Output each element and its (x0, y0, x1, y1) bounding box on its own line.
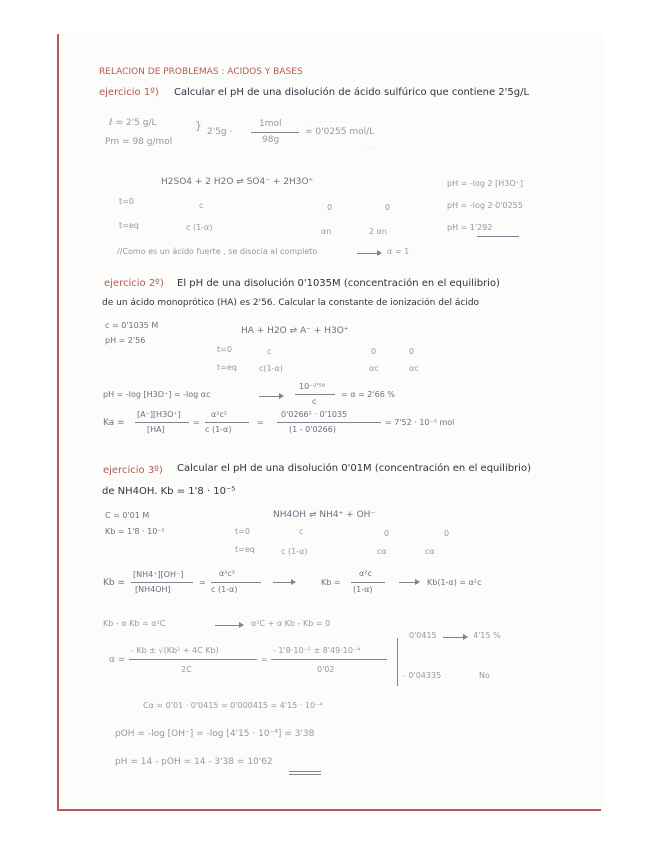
arrow-icon (273, 582, 295, 583)
ex3-kb-mid-label: Kb = (321, 578, 341, 587)
fraction-bar (131, 582, 193, 583)
ex3-teq-p2: cα (425, 547, 435, 556)
ex3-kb-label: Kb = (103, 578, 126, 588)
ex1-note: //Como es un ácido fuerte , se disocia al completo (117, 247, 318, 256)
arrow-icon (443, 637, 467, 638)
ex3-alpha-denominator-2: 0'02 (317, 665, 335, 674)
fraction-bar (211, 582, 261, 583)
exercise-3-statement-line-1: Calcular el pH de una disolución 0'01M (concentración en el equilibrio) (177, 463, 531, 474)
ex1-teq-p1: αn (321, 227, 332, 236)
arrow-icon (259, 396, 283, 397)
ex3-t0-c: c (299, 527, 304, 536)
show-through-text: · · · · · · · (309, 118, 343, 127)
fraction-bar (277, 422, 381, 423)
arrow-icon (357, 253, 381, 254)
fraction-bar (205, 422, 249, 423)
ex1-teq-p2: 2 αn (369, 227, 387, 236)
fraction-bar (135, 422, 189, 423)
ex1-conversion-denominator: 98g (262, 135, 280, 145)
ex1-conversion-a: 2'5g · (207, 127, 233, 137)
brace: } (195, 119, 202, 132)
ex3-kb: Kb = 1'8 · 10⁻⁵ (105, 527, 165, 536)
exercise-1-statement: Calcular el pH de una disolución de ácido sulfúrico que contiene 2'5g/L (174, 87, 530, 98)
fraction-bar (295, 394, 335, 395)
ex2-t0-zero-1: 0 (371, 347, 377, 356)
ex3-kb-numerator-1: [NH4⁺][OH⁻] (133, 570, 184, 579)
ex2-alpha-denominator: c (312, 397, 317, 406)
result-underline (477, 236, 519, 237)
ex3-t0-label: t=0 (235, 527, 250, 536)
arrow-icon (399, 582, 419, 583)
ex2-ka-label: Ka = (103, 418, 125, 428)
fraction-bar (251, 132, 299, 133)
ex3-kb-numerator-3: α²c (359, 569, 372, 578)
ex3-root-1-result: 4'15 % (473, 631, 501, 640)
ex3-poh: pOH = -log [OH⁻] = -log [4'15 · 10⁻⁴] = 3'38 (115, 729, 315, 739)
ex2-t0-label: t=0 (217, 345, 232, 354)
ex2-ka-numerator-2: α²c² (211, 410, 228, 419)
arrow-icon (215, 625, 243, 626)
ex3-equation-2a: Kb - α Kb = α²C (103, 619, 166, 628)
ex3-t0-zero-1: 0 (384, 529, 390, 538)
ex2-ka-result: = 7'52 · 10⁻⁵ mol (385, 418, 455, 427)
page-title: RELACION DE PROBLEMAS : ACIDOS Y BASES (99, 67, 303, 77)
ex2-ka-denominator-3: (1 - 0'0266) (289, 425, 336, 434)
ex3-alpha-label: α = (109, 655, 126, 665)
ex1-ph-step-1: pH = -log 2 [H3O⁺] (447, 179, 524, 188)
exercise-2-statement-line-1: El pH de una disolución 0'1035M (concentración en el equilibrio) (177, 278, 500, 289)
ex2-ka-numerator-3: 0'0266² · 0'1035 (281, 410, 348, 419)
ex3-ph-result: pH = 14 - pOH = 14 - 3'38 = 10'62 (115, 757, 273, 767)
ex1-conversion-numerator: 1mol (259, 119, 282, 129)
ex1-ph-step-2: pH = -log 2·0'0255 (447, 201, 523, 210)
fraction-bar (271, 659, 387, 660)
ex1-conversion-result: = 0'0255 mol/L (305, 127, 375, 137)
ex3-equation-2b: α²C + α Kb - Kb = 0 (251, 619, 331, 628)
exercise-2-label: ejercicio 2º) (104, 278, 164, 289)
ex2-teq-p1: αc (369, 364, 379, 373)
ex3-kb-denominator-3: (1-α) (353, 585, 373, 594)
ex3-root-1: 0'0415 (409, 631, 437, 640)
ex3-teq-p1: cα (377, 547, 387, 556)
ex2-teq-label: t=eq (217, 363, 237, 372)
ex2-ph-equation: pH = -log [H3O⁺] = -log αc (103, 390, 211, 399)
ex2-t0-zero-2: 0 (409, 347, 415, 356)
ex3-kb-numerator-2: α²c² (219, 569, 236, 578)
ex3-alpha-numerator-1: - Kb ± √(Kb² + 4C Kb) (131, 646, 219, 655)
ex2-ka-numerator-1: [A⁻][H3O⁺] (137, 410, 181, 419)
exercise-3-statement-line-2: de NH4OH. Kb = 1'8 · 10⁻⁵ (102, 486, 236, 497)
ex3-kb-denominator-2: c (1-α) (211, 585, 238, 594)
ex1-t0-zero-1: 0 (327, 203, 333, 212)
ex1-t0-c: c (199, 201, 204, 210)
ex2-concentration: c = 0'1035 M (105, 321, 159, 330)
notebook-page: · · · · · · · · · · · RELACION DE PROBLEMAS : ACIDOS Y BASES ejercicio 1º) Calcular el pH de una disolución de ácido sulfúrico que contiene 2'5g/L ℓ = 2'5 g/L Pm = 98 g/mol } 2'5g · 1mol 98g = 0'0255 mol/L H2SO4 + 2 H2O ⇌ SO4⁻ + 2H3O⁺ t=0 c 0 0 t=eq c (1-α) αn 2 αn pH = -log 2 [H3O⁺] pH = -log 2·0'0255 pH = 1'292 //Como es un ácido fuerte , se disocia al completo α = 1 ejercicio 2º) El pH de una disolución 0'1035M (concentración en el equilibrio) de un ácido monoprótico (HA) es 2'56. Calcular la constante de ionización del ácido c = 0'1035 M pH = 2'56 HA + H2O ⇌ A⁻ + H3O⁺ t=0 c 0 0 t=eq c(1-α) αc αc pH = -log [H3O⁺] = -log αc 10⁻²'⁵⁶ c = α = 2'66 % Ka = [A⁻][H3O⁺] [HA] = α²c² c (1-α) = 0'0266² · 0'1035 (1 - 0'0266) = 7'52 · 10⁻⁵ mol ejercicio 3º) Calcular el pH de una disolución 0'01M (concentración en el equilibrio) de NH4OH. Kb = 1'8 · 10⁻⁵ C = 0'01 M Kb = 1'8 · 10⁻⁵ NH4OH ⇌ NH4⁺ + OH⁻ t=0 c 0 0 t=eq c (1-α) cα cα Kb = [NH4⁺][OH⁻] [NH4OH] = α²c² c (1-α) Kb = α²c (1-α) Kb(1-α) = α²c Kb - α Kb = α²C α²C + α Kb - Kb = 0 α = - Kb ± √(Kb² + 4C Kb) 2C = - 1'8·10⁻⁵ ± 8'49·10⁻⁴ 0'02 0'0415 4'15 % - 0'04335 No Cα = 0'01 · 0'0415 = 0'000415 = 4'15 · 10⁻⁴ pOH = -log [OH⁻] = -log [4'15 · 10⁻⁴] = 3'38 pH = 14 - pOH = 14 - 3'38 = 10'62 (57, 34, 601, 811)
exercise-2-statement-line-2: de un ácido monoprótico (HA) es 2'56. Calcular la constante de ionización del ácido (102, 298, 480, 308)
ex1-data-molar-mass: Pm = 98 g/mol (105, 137, 173, 147)
ex2-teq-p2: αc (409, 364, 419, 373)
ex1-note-result: α = 1 (387, 247, 410, 256)
ex3-t0-zero-2: 0 (444, 529, 450, 538)
show-through-text: · · · · (359, 144, 377, 153)
ex3-concentration: C = 0'01 M (105, 511, 150, 520)
ex1-teq-c: c (1-α) (186, 223, 213, 232)
ex1-data-concentration: ℓ = 2'5 g/L (109, 118, 157, 128)
exercise-1-label: ejercicio 1º) (99, 87, 159, 98)
ex2-alpha-numerator: 10⁻²'⁵⁶ (299, 382, 326, 391)
ex2-reaction: HA + H2O ⇌ A⁻ + H3O⁺ (241, 326, 349, 336)
ex1-reaction: H2SO4 + 2 H2O ⇌ SO4⁻ + 2H3O⁺ (161, 177, 314, 187)
ex3-root-2-result: No (479, 671, 490, 680)
ex2-alpha-result: = α = 2'66 % (341, 390, 395, 399)
ex3-alpha-denominator-1: 2C (181, 665, 192, 674)
ex1-teq-label: t=eq (119, 221, 139, 230)
ex3-teq-c: c (1-α) (281, 547, 308, 556)
ex2-t0-c: c (267, 347, 272, 356)
ex3-alpha-numerator-2: - 1'8·10⁻⁵ ± 8'49·10⁻⁴ (273, 646, 361, 655)
ex2-teq-c: c(1-α) (259, 364, 283, 373)
result-underline (289, 774, 321, 775)
ex3-reaction: NH4OH ⇌ NH4⁺ + OH⁻ (273, 510, 376, 520)
fraction-bar (351, 582, 385, 583)
exercise-3-label: ejercicio 3º) (103, 465, 163, 476)
ex3-kb-denominator-1: [NH4OH] (135, 585, 171, 594)
fraction-bar (129, 659, 257, 660)
ex1-t0-label: t=0 (119, 197, 134, 206)
result-underline (289, 771, 321, 772)
ex3-c-alpha: Cα = 0'01 · 0'0415 = 0'000415 = 4'15 · 10⁻⁴ (143, 701, 323, 710)
ex1-t0-zero-2: 0 (385, 203, 391, 212)
ex2-ph: pH = 2'56 (105, 336, 146, 345)
ex2-ka-denominator-2: c (1-α) (205, 425, 232, 434)
ex3-kb-last: Kb(1-α) = α²c (427, 578, 482, 587)
ex2-ka-denominator-1: [HA] (147, 425, 165, 434)
ex3-teq-label: t=eq (235, 545, 255, 554)
ex1-ph-result: pH = 1'292 (447, 223, 493, 232)
ex3-root-2: - 0'04335 (403, 671, 442, 680)
